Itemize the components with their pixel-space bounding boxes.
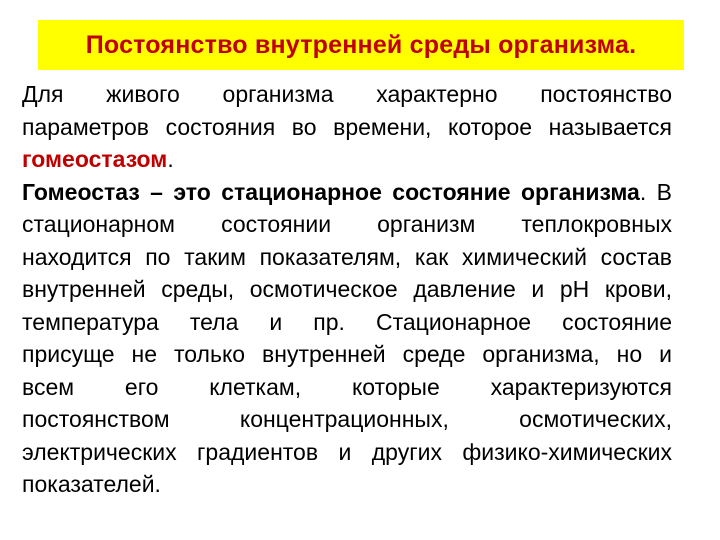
slide-title: Постоянство внутренней среды организма.	[85, 30, 637, 59]
text-line: находится по таким показателям, как химический состав	[22, 243, 672, 270]
text-line: Для живого организма характерно постоянство	[22, 81, 672, 107]
text-line: стационарном состоянии организм теплокровных	[22, 211, 672, 237]
text-line: присуще не только внутренней среде организма, но и	[22, 341, 672, 367]
text-line: всем его клеткам, которые характеризуются	[22, 373, 672, 400]
text-line: внутренней среды, осмотическое давление и рН крови,	[22, 276, 672, 302]
text-line: электрических градиентов и других физико-химических	[22, 438, 672, 465]
text-line	[22, 176, 672, 209]
term-homeostasis: гомеостазом	[22, 146, 168, 172]
text-line	[22, 143, 672, 176]
text-line: показателей.	[22, 471, 161, 497]
definition-text: Гомеостаз – это стационарное состояние организма	[22, 178, 640, 205]
definition-tail: . В	[639, 178, 672, 205]
text-line: параметров состояния во времени, которое называется	[22, 113, 672, 140]
text-line: температура тела и пр. Стационарное состояние	[22, 308, 672, 335]
term-tail: .	[167, 146, 174, 172]
text-line: постоянством концентрационных, осмотических,	[22, 406, 672, 432]
body-text	[22, 78, 672, 501]
title-bar	[38, 20, 684, 70]
